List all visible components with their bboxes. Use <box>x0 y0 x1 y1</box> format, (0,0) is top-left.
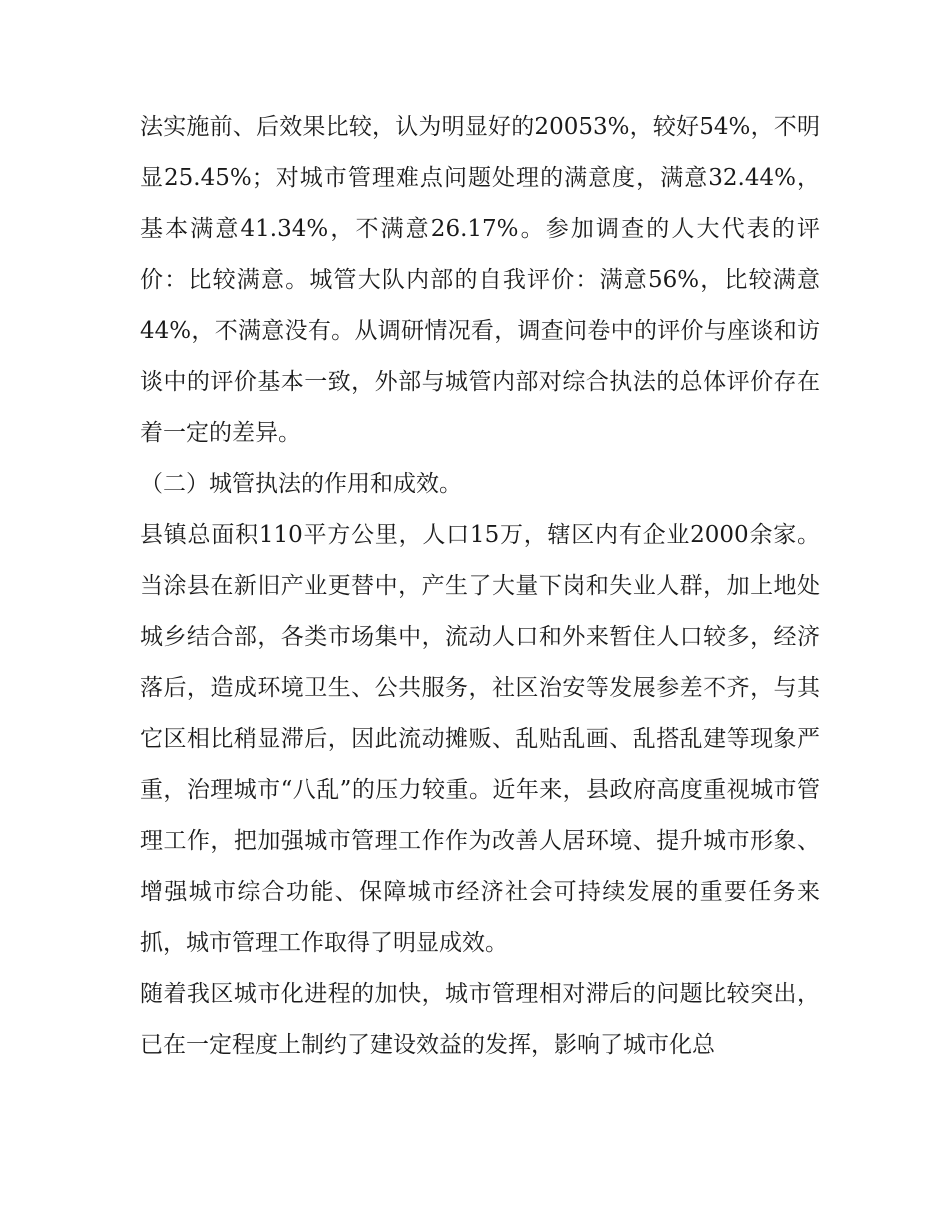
paragraph-evaluation-results: 法实施前、后效果比较，认为明显好的20053%，较好54%，不明显25.45%；对城市管理难点问题处理的满意度，满意32.44%，基本满意41.34%，不满意26.17%。参加调查的人大代表的评价：比较满意。城管大队内部的自我评价：满意56%，比较满意44%，不满意没有。从调研情况看，调查问卷中的评价与座谈和访谈中的评价基本一致，外部与城管内部对综合执法的总体评价存在着一定的差异。 <box>140 114 820 446</box>
paragraph-county-overview: 县镇总面积110平方公里，人口15万，辖区内有企业2000余家。当涂县在新旧产业更替中，产生了大量下岗和失业人群，加上地处城乡结合部，各类市场集中，流动人口和外来暂住人口较多，经济落后，造成环境卫生、公共服务，社区治安等发展参差不齐，与其它区相比稍显滞后，因此流动摊贩、乱贴乱画、乱搭乱建等现象严重，治理城市“八乱”的压力较重。近年来，县政府高度重视城市管理工作，把加强城市管理工作作为改善人居环境、提升城市形象、增强城市综合功能、保障城市经济社会可持续发展的重要任务来抓，城市管理工作取得了明显成效。 <box>140 522 820 956</box>
document-page <box>140 102 820 1071</box>
paragraph-urbanization: 随着我区城市化进程的加快，城市管理相对滞后的问题比较突出，已在一定程度上制约了建设效益的发挥，影响了城市化总 <box>140 981 820 1058</box>
section-heading-enforcement-effects: （二）城管执法的作用和成效。 <box>140 471 462 497</box>
